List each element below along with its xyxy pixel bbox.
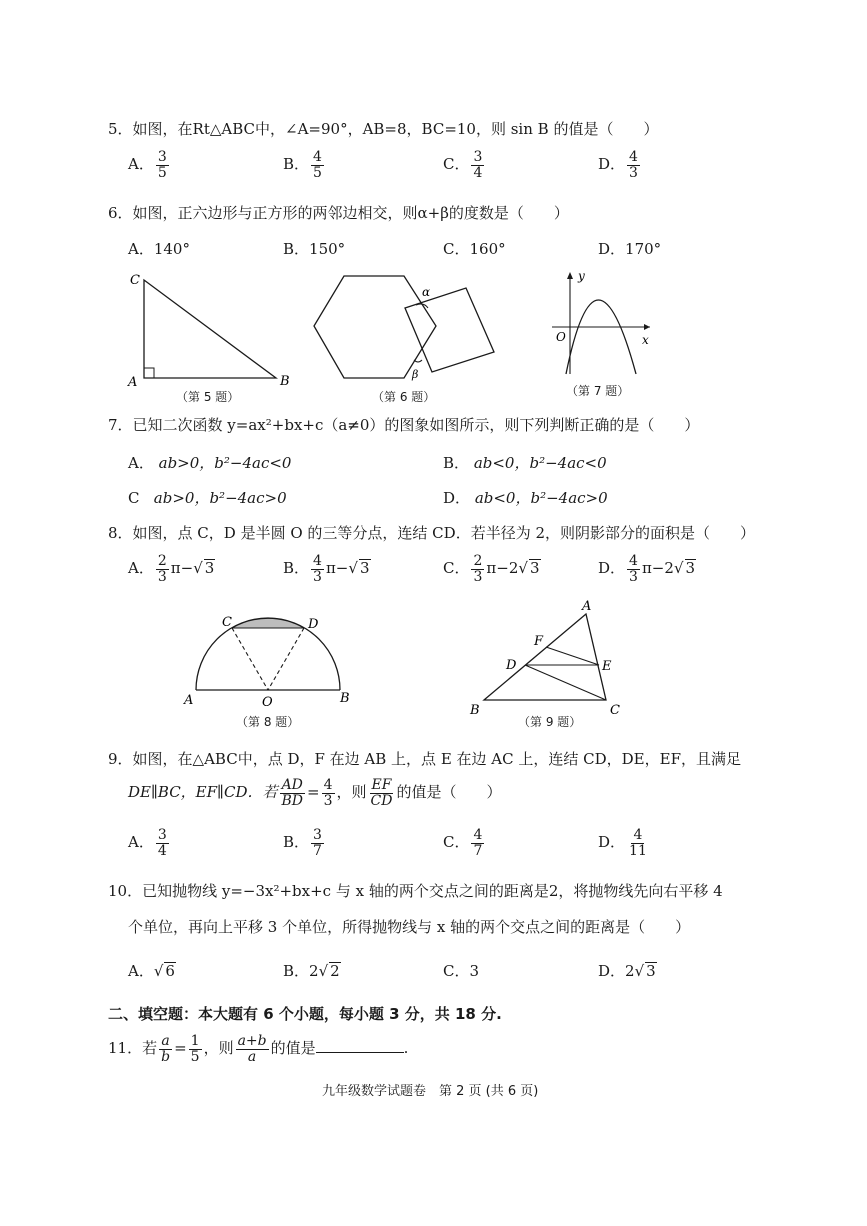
radicand: 3 <box>529 559 540 578</box>
option-text: 160° <box>469 240 506 258</box>
q9-option-d <box>598 828 651 858</box>
figure-7-parabola <box>550 266 660 378</box>
option-label: D． <box>443 489 471 507</box>
square <box>405 288 494 372</box>
numerator: 4 <box>473 827 483 843</box>
right-angle-mark <box>144 368 154 378</box>
ratio-value <box>322 778 335 808</box>
numerator: 4 <box>629 553 638 569</box>
q8-option-b <box>283 554 371 584</box>
denominator: 5 <box>157 164 167 181</box>
coefficient: 2 <box>625 962 635 980</box>
q8-option-d <box>598 554 696 584</box>
equals-sign: = <box>174 1039 187 1058</box>
q5-option-c <box>443 150 486 180</box>
angle-label-alpha: α <box>422 285 431 299</box>
q7-option-c <box>128 487 287 508</box>
page-footer: 九年级数学试题卷 第 2 页 (共 6 页) <box>322 1084 539 1099</box>
question-9-line2 <box>128 778 501 808</box>
option-label: B． <box>283 155 310 174</box>
vertex-label-b: B <box>280 374 290 389</box>
q5-option-b <box>283 150 326 180</box>
coefficient: 2 <box>664 559 674 578</box>
sqrt-sign: √ <box>634 962 645 980</box>
ratio-ad-bd <box>279 778 305 808</box>
q6-option-b <box>283 238 345 259</box>
option-label: A． <box>128 240 154 258</box>
denominator: a <box>247 1048 257 1065</box>
option-label: B． <box>283 240 310 258</box>
radicand: 6 <box>165 962 175 980</box>
fraction-a-b <box>159 1034 172 1064</box>
point-label-c: C <box>610 703 620 718</box>
denominator: BD <box>281 792 303 809</box>
segment-cd <box>525 665 606 700</box>
option-label: D． <box>598 240 626 258</box>
end-period: . <box>403 1039 409 1058</box>
q5-option-d <box>598 150 642 180</box>
option-text: 140° <box>153 240 190 258</box>
axis-label-y: y <box>578 269 585 283</box>
option-text: 150° <box>309 240 346 258</box>
section-2-heading: 二、填空题：本大题有 6 个小题，每小题 3 分，共 18 分. <box>108 1005 502 1023</box>
sqrt-sign: √ <box>153 962 164 980</box>
numerator: a <box>161 1033 170 1049</box>
dashed-oc <box>232 628 268 690</box>
option-text: 3 <box>469 962 480 980</box>
equals-sign: = <box>307 783 320 802</box>
q7-option-b <box>443 452 607 473</box>
fraction <box>311 554 324 584</box>
fraction <box>156 150 169 180</box>
q9-option-c <box>443 828 486 858</box>
option-label: C． <box>443 155 470 174</box>
figure-9-triangle <box>462 598 632 718</box>
radicand: 2 <box>330 962 340 980</box>
pi-minus: π− <box>641 559 665 578</box>
connector-text: ，则 <box>336 783 367 802</box>
option-label: A． <box>128 962 154 980</box>
option-label: C． <box>443 240 470 258</box>
point-label-d: D <box>506 658 517 673</box>
fraction-aplusb-a <box>236 1034 269 1064</box>
point-label-b: B <box>340 691 350 706</box>
y-axis-arrow <box>567 272 573 279</box>
denominator: 3 <box>157 568 167 585</box>
q10-option-b <box>283 960 341 981</box>
segment-ef <box>546 647 599 665</box>
figure-7-caption: （第 7 题） <box>566 384 630 398</box>
question-9-line1: 9．如图，在△ABC中，点 D，F 在边 AB 上，点 E 在边 AC 上，连结 CD，DE，EF，且满足 <box>108 750 741 768</box>
radicand: 3 <box>204 559 215 578</box>
numerator: 4 <box>633 827 643 843</box>
ratio-ef-cd <box>369 778 395 808</box>
answer-blank[interactable] <box>316 1038 404 1053</box>
coefficient: 2 <box>309 962 319 980</box>
q6-option-d <box>598 238 661 259</box>
fraction <box>627 554 640 584</box>
sqrt-sign: √ <box>348 559 358 578</box>
question-10-line1: 10．已知抛物线 y=−3x²+bx+c 与 x 轴的两个交点之间的距离是2，将抛物线先向右平移 4 <box>108 882 723 900</box>
point-label-d: D <box>308 617 319 632</box>
pi-minus: π− <box>486 559 509 578</box>
fraction <box>311 828 324 858</box>
connector-text: ，则 <box>203 1039 234 1058</box>
option-text: ab<0，b²−4ac<0 <box>473 454 607 472</box>
figure-6-caption: （第 6 题） <box>372 390 436 404</box>
numerator: 4 <box>313 553 322 569</box>
numerator: 1 <box>190 1033 200 1049</box>
q9-option-b <box>283 828 326 858</box>
triangle-abc <box>144 280 276 378</box>
sqrt-sign: √ <box>193 559 203 578</box>
option-text: ab>0，b²−4ac<0 <box>158 454 292 472</box>
radicand: 3 <box>685 559 696 578</box>
fraction <box>471 554 484 584</box>
numerator: 3 <box>157 827 167 843</box>
radicand: 3 <box>646 962 656 980</box>
vertex-label-c: C <box>130 273 140 288</box>
numerator: AD <box>281 777 303 793</box>
numerator: a+b <box>237 1033 267 1049</box>
fraction <box>627 150 640 180</box>
numerator: 3 <box>473 149 483 165</box>
fraction <box>471 150 484 180</box>
numerator: 3 <box>313 827 322 843</box>
question-10-line2: 个单位，再向上平移 3 个单位，所得抛物线与 x 轴的两个交点之间的距离是（ ） <box>128 918 691 936</box>
point-label-o: O <box>262 695 273 710</box>
q10-option-a <box>128 960 176 981</box>
point-label-b: B <box>470 703 480 718</box>
denominator: 4 <box>157 842 167 859</box>
q8-option-a <box>128 554 215 584</box>
option-label: B． <box>283 833 310 852</box>
numerator: 2 <box>157 553 167 569</box>
sqrt-sign: √ <box>673 559 684 578</box>
denominator: 11 <box>629 842 647 859</box>
vertex-label-a: A <box>128 375 138 390</box>
figure-8-semicircle <box>180 606 360 710</box>
fraction <box>627 828 649 858</box>
option-label: B． <box>283 559 310 578</box>
denominator: CD <box>370 792 393 809</box>
question-7-stem: 7．已知二次函数 y=ax²+bx+c（a≠0）的图象如图所示，则下列判断正确的是（ ） <box>108 416 700 434</box>
option-label: A． <box>128 833 154 852</box>
option-label: B． <box>443 454 470 472</box>
coefficient: 2 <box>508 559 519 578</box>
x-axis-arrow <box>644 324 650 330</box>
radicand: 3 <box>359 559 370 578</box>
question-11 <box>108 1034 408 1064</box>
pi-minus: π− <box>325 559 349 578</box>
figure-8-caption: （第 8 题） <box>236 715 300 729</box>
q10-option-c <box>443 960 479 981</box>
question-6-stem: 6．如图，正六边形与正方形的两邻边相交，则α+β的度数是（ ） <box>108 204 569 222</box>
triangle-abc <box>484 614 606 700</box>
axis-label-x: x <box>642 333 649 347</box>
denominator: 7 <box>313 842 322 859</box>
q5-option-a <box>128 150 171 180</box>
q6-option-c <box>443 238 506 259</box>
numerator: 4 <box>629 149 638 165</box>
option-label: D． <box>598 155 626 174</box>
denominator: 5 <box>190 1048 200 1065</box>
option-label: C． <box>443 559 470 578</box>
denominator: 3 <box>313 568 322 585</box>
q10-option-d <box>598 960 657 981</box>
question-5-stem: 5．如图，在Rt△ABC中，∠A=90°，AB=8，BC=10，则 sin B 的值是（ ） <box>108 120 659 138</box>
q7-option-a <box>128 452 291 473</box>
pi-minus: π− <box>170 559 194 578</box>
angle-label-beta: β <box>412 368 419 381</box>
dashed-od <box>268 628 304 690</box>
q7-option-d <box>443 487 608 508</box>
denominator: 7 <box>473 842 483 859</box>
option-label: A． <box>128 155 154 174</box>
option-label: D． <box>598 833 626 852</box>
condition-text: DE∥BC，EF∥CD．若 <box>128 783 278 802</box>
option-text: 170° <box>625 240 662 258</box>
numerator: 4 <box>313 149 322 165</box>
figure-6-hexagon-square <box>308 268 503 398</box>
fraction <box>471 828 484 858</box>
numerator: 4 <box>323 777 333 793</box>
question-8-stem: 8．如图，点 C，D 是半圆 O 的三等分点，连结 CD．若半径为 2，则阴影部分的面积是（ ） <box>108 524 756 542</box>
denominator: b <box>161 1048 171 1065</box>
option-label: B． <box>283 962 310 980</box>
option-label: A． <box>128 559 154 578</box>
fraction <box>156 828 169 858</box>
prefix-text: 11．若 <box>108 1039 158 1058</box>
denominator: 3 <box>473 568 483 585</box>
numerator: 3 <box>157 149 167 165</box>
sqrt-sign: √ <box>318 962 329 980</box>
denominator: 3 <box>323 792 333 809</box>
suffix-text: 的值是 <box>270 1039 316 1058</box>
origin-label: O <box>556 330 566 344</box>
point-label-a: A <box>582 599 592 614</box>
fraction <box>311 150 324 180</box>
question-text: 的值是（ ） <box>396 783 502 802</box>
option-text: ab<0，b²−4ac>0 <box>474 489 608 507</box>
regular-hexagon <box>314 276 436 378</box>
q6-option-a <box>128 238 190 259</box>
point-label-c: C <box>222 615 232 630</box>
point-label-a: A <box>184 693 194 708</box>
figure-5-caption: （第 5 题） <box>176 390 240 404</box>
shaded-segment <box>232 618 304 628</box>
figure-9-caption: （第 9 题） <box>518 715 582 729</box>
fraction-1-5 <box>189 1034 202 1064</box>
denominator: 4 <box>473 164 483 181</box>
option-label: D． <box>598 962 626 980</box>
option-label: C <box>128 489 140 507</box>
option-label: D． <box>598 559 626 578</box>
fraction <box>156 554 169 584</box>
numerator: EF <box>371 777 392 793</box>
denominator: 3 <box>629 568 638 585</box>
option-label: C． <box>443 962 470 980</box>
figure-5-triangle <box>120 268 295 403</box>
q9-option-a <box>128 828 171 858</box>
denominator: 3 <box>629 164 638 181</box>
option-label: A． <box>128 454 154 472</box>
q8-option-c <box>443 554 541 584</box>
option-label: C． <box>443 833 470 852</box>
point-label-e: E <box>602 659 612 674</box>
denominator: 5 <box>313 164 322 181</box>
option-text: ab>0，b²−4ac>0 <box>153 489 287 507</box>
parabola-curve <box>566 300 636 374</box>
sqrt-sign: √ <box>518 559 528 578</box>
numerator: 2 <box>473 553 483 569</box>
point-label-f: F <box>534 634 544 649</box>
